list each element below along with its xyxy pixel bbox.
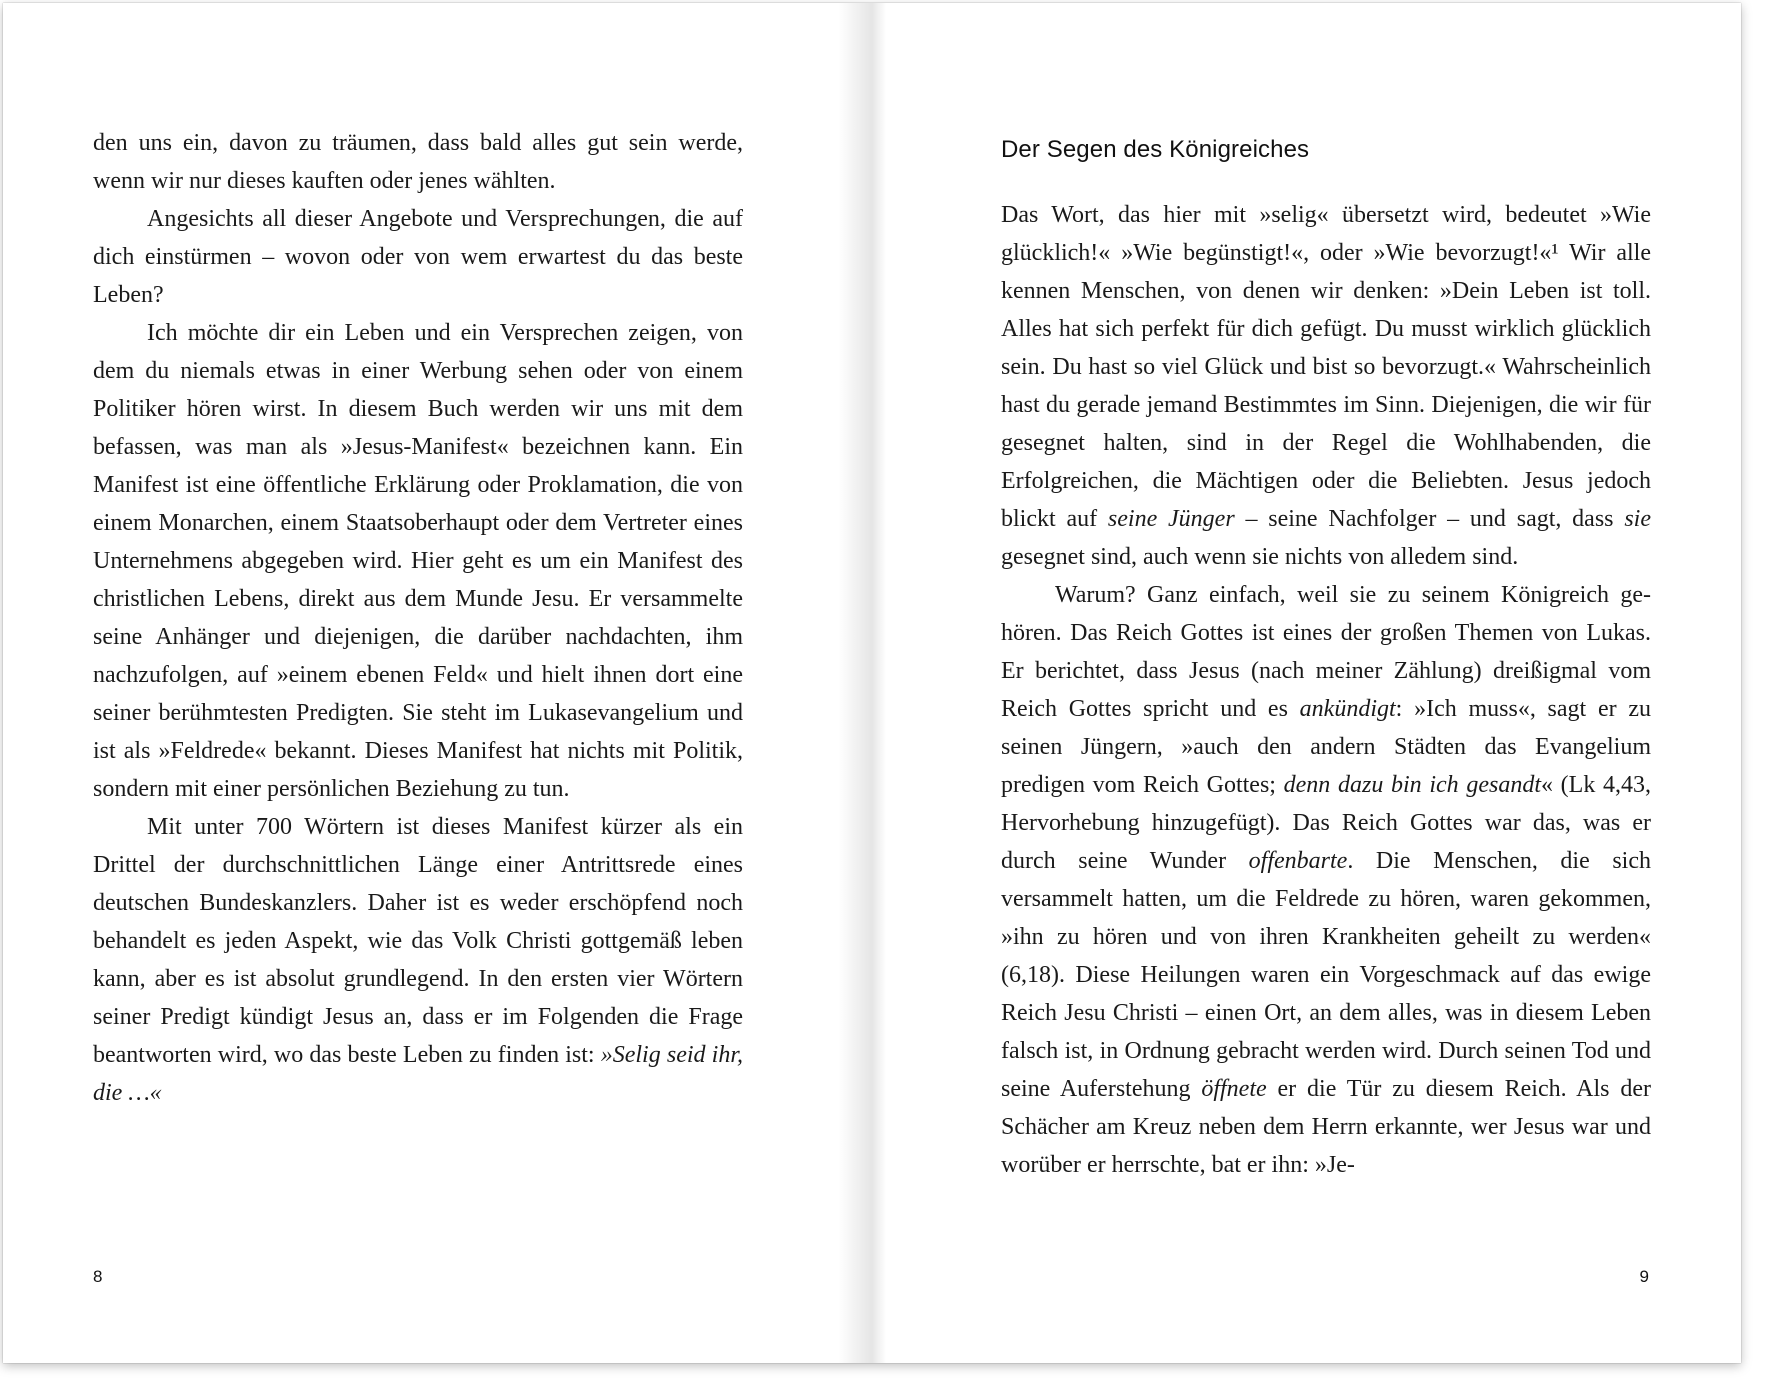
paragraph xyxy=(1001,196,1651,576)
text-segment: « (Lk 4,43, Hervorhebung hinzugefügt). Das Reich Gottes war das, was er durch seine Wunder xyxy=(1001,772,1652,874)
section-heading: Der Segen des Königreiches xyxy=(1001,136,1310,163)
text-segment: . Die Menschen, die sich versammelt hatten, um die Feldrede zu hören, waren gekommen, »ihn zu hören und von ihren Krankheiten geheilt zu werden« (6,18). Diese Heilungen waren ein Vorgeschmack auf das ewige Reich Jesu Christi – einen Ort, an dem alles, was in diesem Leben falsch ist, in Ordnung gebracht werden wird. Durch seinen Tod und seine Auferstehung xyxy=(1001,848,1651,1102)
text-segment: Angesichts all dieser Angebote und Versprechungen, die auf dich einstürmen – wovon oder von wem erwartest du das beste Leben? xyxy=(93,206,743,308)
gutter-shadow xyxy=(872,3,886,1363)
page-number: 9 xyxy=(1639,1267,1649,1286)
emphasis-text: denn dazu bin ich gesandt xyxy=(1283,772,1541,798)
paragraph xyxy=(93,808,743,1112)
emphasis-text: offenbarte xyxy=(1248,848,1348,874)
emphasis-text: seine Jünger xyxy=(1107,506,1235,532)
text-segment: Das Wort, das hier mit »selig« übersetzt wird, bedeutet »Wie glücklich!« »Wie begünstigt!«, oder »Wie bevorzugt!«¹ Wir alle kennen Menschen, von denen wir denken: »Dein Leben ist toll. Alles hat sich perfekt für dich gefügt. Du musst wirklich glücklich sein. Du hast so viel Glück und bist so bevorzugt.« Wahrscheinlich hast du gerade jemand Bestimmtes im Sinn. Diejenigen, die wir für gesegnet halten, sind in der Regel die Wohlhabenden, die Erfolgreichen, die Mächtigen oder die Beliebten. Jesus jedoch blickt auf xyxy=(1001,202,1651,532)
gutter-shadow xyxy=(838,3,872,1363)
text-segment: : »Ich muss«, sagt er zu seinen Jüngern, »auch den andern Städten das Evangelium predigen vom Reich Gottes; xyxy=(1001,696,1651,798)
book-spread xyxy=(3,3,1741,1363)
emphasis-text: sie xyxy=(1624,506,1651,532)
emphasis-text: »Selig seid ihr, die …« xyxy=(93,1042,743,1106)
text-segment: Ich möchte dir ein Leben und ein Versprechen zeigen, von dem du niemals etwas in einer Werbung sehen oder von einem Politiker hören wirst. In diesem Buch werden wir uns mit dem befassen, was man als »Jesus-Manifest« bezeichnen kann. Ein Manifest ist eine öffentliche Erklärung oder Proklamation, die von einem Monarchen, einem Staatsoberhaupt oder dem Vertreter eines Unternehmens abgegeben wird. Hier geht es um ein Manifest des christlichen Lebens, direkt aus dem Munde Jesu. Er versammelte seine Anhänger und diejenigen, die darüber nachdachten, ihm nachzufolgen, auf »einem ebenen Feld« und hielt ihnen dort eine seiner berühmtesten Predigten. Sie steht im Lukasevangelium und ist als »Feldrede« bekannt. Dieses Manifest hat nichts mit Politik, sondern mit einer persönlichen Beziehung zu tun. xyxy=(93,320,743,802)
text-segment: er die Tür zu diesem Reich. Als der Schächer am Kreuz neben dem Herrn erkannte, wer Jesus war und worüber er herrschte, bat er ihn: »Je- xyxy=(1001,1076,1651,1178)
paragraph xyxy=(93,200,743,314)
page-number: 8 xyxy=(93,1267,103,1286)
left-page xyxy=(3,3,872,1363)
paragraph xyxy=(93,124,743,200)
text-segment: Warum? Ganz einfach, weil sie zu seinem Königreich gehören. Das Reich Gottes ist eines der großen Themen von Lukas. Er berichtet, dass Jesus (nach meiner Zählung) dreißigmal vom Reich Gottes spricht und es xyxy=(1001,582,1651,722)
right-page xyxy=(872,3,1741,1363)
paragraph xyxy=(1001,576,1651,1184)
emphasis-text: öffnete xyxy=(1201,1076,1267,1102)
emphasis-text: ankündigt xyxy=(1299,696,1396,722)
text-segment: den uns ein, davon zu träumen, dass bald alles gut sein werde, wenn wir nur dieses kauften oder jenes wählten. xyxy=(93,130,743,194)
body-text xyxy=(93,124,743,1112)
paragraph xyxy=(93,314,743,808)
body-text xyxy=(1001,196,1651,1184)
text-segment: Mit unter 700 Wörtern ist dieses Manifest kürzer als ein Drittel der durchschnittlichen Länge einer Antrittsrede eines deutschen Bundeskanzlers. Daher ist es weder erschöpfend noch behandelt es jeden Aspekt, wie das Volk Christi gottgemäß leben kann, aber es ist absolut grundlegend. In den ersten vier Wörtern seiner Predigt kündigt Jesus an, dass er im Folgenden die Frage beantworten wird, wo das beste Leben zu finden ist: xyxy=(93,814,743,1068)
text-segment: – seine Nachfolger – und sagt, dass xyxy=(1234,506,1625,532)
text-segment: gesegnet sind, auch wenn sie nichts von alledem sind. xyxy=(1001,544,1519,570)
